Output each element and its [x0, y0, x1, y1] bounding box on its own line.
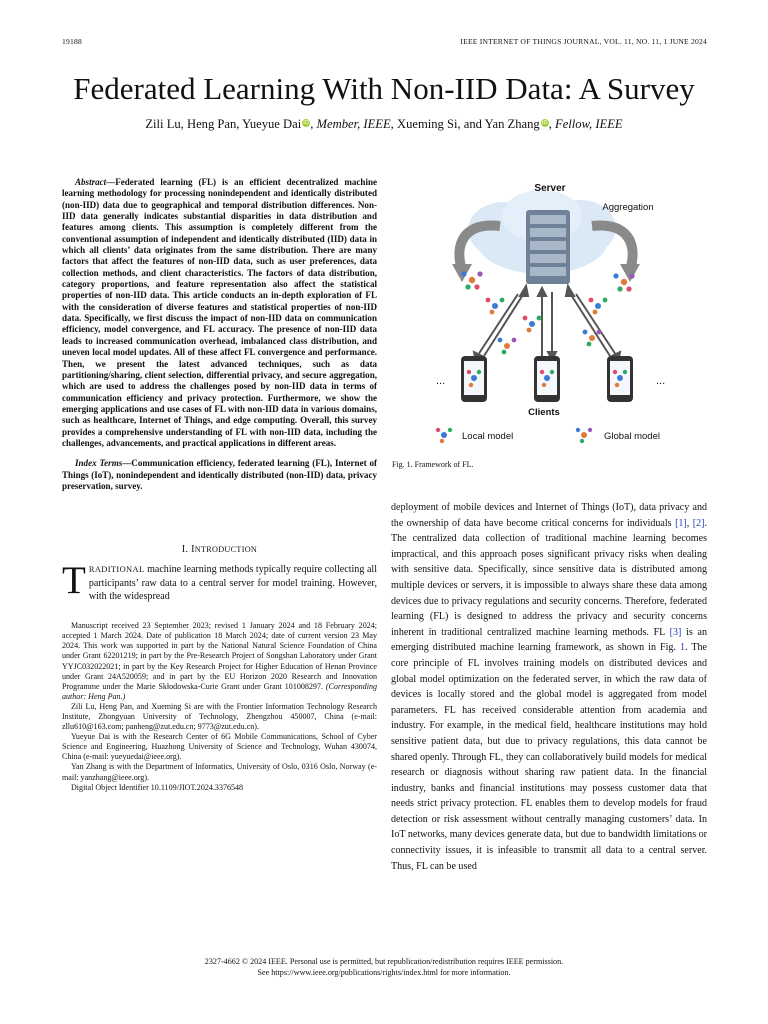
ellipsis-left: ... [436, 375, 446, 387]
client-phone-icon [534, 356, 560, 402]
client-phone-icon [607, 356, 633, 402]
abstract [62, 177, 377, 449]
local-model-icon [523, 316, 542, 333]
legend-global-icon [576, 428, 592, 443]
index-terms [62, 458, 377, 492]
global-model-icon [498, 338, 517, 355]
intro-smallcaps: RADITIONAL [88, 565, 145, 575]
body-paragraph [391, 500, 707, 874]
dropcap: T [62, 559, 86, 603]
figure-reference-link[interactable]: 1 [679, 642, 685, 654]
section-title-rest: NTRODUCTION [194, 545, 258, 555]
section-numeral: I. [181, 544, 192, 556]
body-text-3: . The centralized data collection of traditional machine learning becomes impractical, and this approach poses significant privacy risks when dealing with sensitive data. Specifically, since sensitive data is distributed among multiple devices or servers, it is impossible to always share these data among devices due to privacy regulations and security concerns. Therefore, federated learning (FL) is designed to address the privacy and security concerns inherent in traditional centralized machine learning methods. FL [391, 517, 707, 638]
index-terms-text: —Communication efficiency, federated learning (FL), Internet of Things (IoT), nonindependent and identically distributed (non-IID) data, privacy preservation, survey. [62, 458, 377, 491]
legend-local-icon [436, 428, 452, 443]
aggregation-label: Aggregation [602, 202, 654, 213]
authors-part1: Zili Lu, Heng Pan, Yueyue Dai [145, 117, 302, 131]
body-text-5: . The core principle of FL involves training models on distributed devices and global model optimization on the federated server, in which the raw data of devices is locally stored and the global model is aggregated from model parameters. FL has received considerable attention from academia and industry. For example, in the medical field, healthcare institutions may hold sensitive patient data, but due to privacy regulations, this data cannot be shared openly. Through FL, they can collaboratively build models for medical research or diagnosis without sharing raw patient data. In the financial industry, banks and financial institutions may possess customer data that needs strict privacy protection. FL enables them to develop models for fraud detection or risk assessment without centrally managing customers’ data. In IoT networks, many devices generate data, but due to bandwidth limitations or connectivity issues, it is infeasible to transmit all data to a central server. Thus, FL can be used [391, 642, 707, 872]
legend-global-label: Global model [604, 431, 660, 442]
right-column [391, 500, 707, 874]
introduction-paragraph [62, 559, 377, 603]
index-terms-lead: Index Terms [75, 458, 123, 469]
footnotes [62, 621, 377, 793]
server-label: Server [534, 183, 566, 194]
figure-fl-framework [392, 178, 708, 453]
global-model-icon [613, 273, 634, 291]
legend-local-label: Local model [462, 431, 514, 442]
upload-download-arrows [474, 286, 620, 362]
intro-text: machine learning methods typically require collecting all participants’ raw data to a central server for model training. However, with the widespread [88, 564, 377, 602]
body-text-1: deployment of mobile devices and Internet of Things (IoT), data privacy and the ownership of data have become critical concerns for individuals [391, 502, 707, 529]
corresponding-author: (Corresponding author: Heng Pan.) [62, 681, 377, 701]
footnote-affiliation-1: Zili Lu, Heng Pan, and Xueming Si are with the Frontier Information Technology Research Institute, Zhongyuan University of Technology, Zhengzhou 450007, China (e-mail: zllu610@163.com; panheng@zut.edu.cn; 9773@zut.edu.cn). [62, 701, 377, 732]
authors-part2: , Xueming Si, and Yan Zhang [390, 117, 540, 131]
clients-label: Clients [528, 407, 560, 418]
body-text-4: is an emerging distributed machine learning framework, as shown in Fig. [391, 626, 707, 654]
citation-link-2[interactable]: [2] [692, 517, 705, 529]
server-rack-icon [526, 210, 570, 284]
footnote-doi: Digital Object Identifier 10.1109/JIOT.2024.3376548 [71, 782, 244, 792]
author-role-member: Member, IEEE [316, 117, 391, 131]
citation-link-1[interactable]: [1] [675, 517, 687, 529]
orcid-icon[interactable]: iD [303, 120, 310, 126]
footnote-manuscript-text: Manuscript received 23 September 2023; revised 1 January 2024 and 18 February 2024; accepted 1 March 2024. Date of publication 18 March 2024; date of current version 23 May 2024. This work was supported in part by the National Natural Science Foundation of China under Grant 62201219; in part by the Pre-Research Project of Songshan Laboratory under Grant YYJC032022021; in part by the Key Research Project for Higher Education of Henan Province under Grant 24A520059; and in part by the EU Horizon 2020 Research and Innovation Programme under the Marie Skłodowska-Curie Grant under Grant 101008297. [62, 621, 377, 691]
orcid-icon[interactable]: iD [541, 120, 548, 126]
left-column [62, 177, 377, 793]
section-title-initial: I [191, 544, 195, 556]
ellipsis-right: ... [656, 375, 666, 387]
page-number: 19188 [62, 37, 82, 46]
footnote-affiliation-2: Yueyue Dai is with the Research Center of 6G Mobile Communications, School of Cyber Science and Engineering, Huazhong University of Science and Technology, Wuhan 430074, China (e-mail: yueyuedai@ieee.org). [62, 732, 377, 762]
copyright-notice [0, 956, 768, 978]
copyright-line-1: 2327-4662 © 2024 IEEE. Personal use is permitted, but republication/redistribution requires IEEE permission. [204, 957, 564, 966]
abstract-text: —Federated learning (FL) is an efficient decentralized machine learning methodology for processing nonindependent and identically distributed (non-IID) data due to geographical and temporal distribution differences. Non-IID data generally indicates substantial disparities in data distribution and features among clients. This assumption is completely different from the conventional assumption of independent and identically distributed (IID) data in which all clients’ data originates from the same distribution. There are many factors that affect the features of non-IID data, such as user preferences, data collection methods, and client characteristics. The factors of data distribution, category proportions, and feature representation also affect the statistical properties of non-IID data. This article conducts an in-depth exploration of FL with the consideration of diverse features and statistical properties of non-IID data. Specifically, we first discuss the impact of non-IID data on communication efficiency, model convergence, and FL accuracy. The presence of non-IID data leads to increased communication overhead, imbalanced class distribution, and uneven local model updates. All of these affect FL convergence and performance. Then, we present the latest advanced techniques, such as data partitioning/sharing, client selection, differential privacy, and secure aggregation, which are used to address the challenges posed by non-IID data in terms of communication efficiency and privacy protection. Furthermore, we show the emerging applications and use cases of FL with non-IID data in various domains, such as healthcare, Internet of Things, and edge computing. Overall, this survey provides a comprehensive understanding of FL with non-IID data, including the challenges, advancements, and practical applications in different areas. [62, 177, 377, 448]
paper-title: Federated Learning With Non-IID Data: A Survey [73, 71, 695, 106]
body-text-2: , [686, 517, 693, 529]
section-heading-introduction [62, 544, 377, 555]
figure-caption: Fig. 1. Framework of FL. [392, 460, 474, 469]
footnote-affiliation-3: Yan Zhang is with the Department of Informatics, University of Oslo, 0316 Oslo, Norway (e-mail: yanzhang@ieee.org). [62, 762, 377, 782]
journal-header: IEEE INTERNET OF THINGS JOURNAL, VOL. 11, NO. 11, 1 JUNE 2024 [460, 37, 707, 46]
local-model-icon [486, 298, 505, 315]
local-model-icon [589, 298, 608, 315]
global-model-icon [461, 271, 482, 289]
copyright-line-2: See https://www.ieee.org/publications/rights/index.html for more information. [257, 968, 511, 977]
abstract-lead: Abstract [75, 177, 107, 187]
client-phone-icon [461, 356, 487, 402]
footnote-manuscript [62, 621, 377, 702]
citation-link-3[interactable]: [3] [669, 626, 682, 638]
author-line: Zili Lu, Heng Pan, Yueyue Dai iD, Member, IEEE, Xueming Si, and Yan Zhang iD, Fellow, IEEE [145, 117, 623, 131]
author-role-fellow: Fellow, IEEE [555, 117, 623, 131]
